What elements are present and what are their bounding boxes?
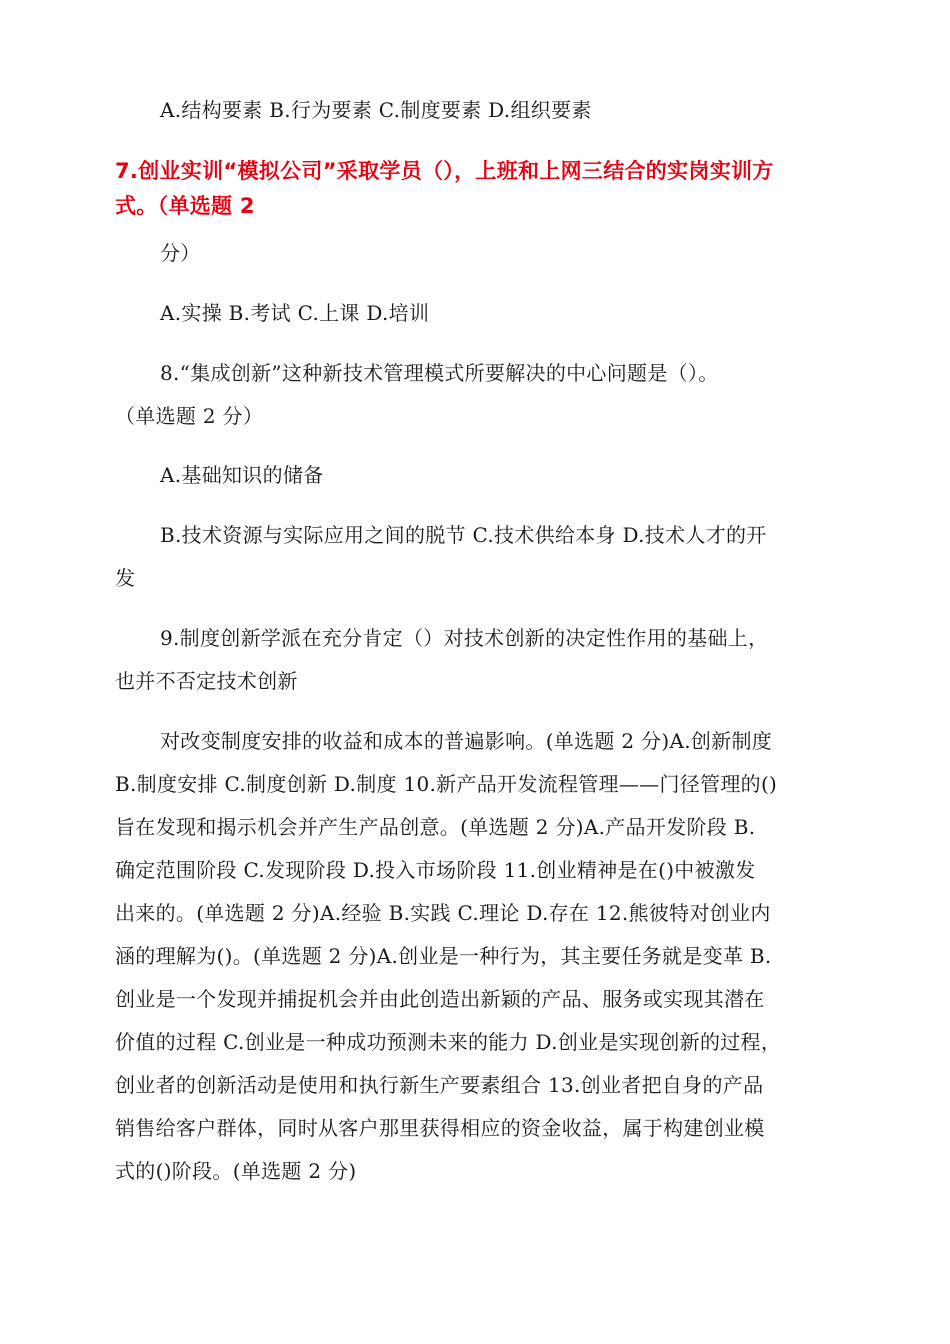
paragraph-line: 创业者的创新活动是使用和执行新生产要素组合 13.创业者把自身的产品 (115, 1073, 764, 1097)
q7-question-line2: 式。（单选题 2 (115, 194, 255, 218)
paragraph-line: 涵的理解为()。(单选题 2 分)A.创业是一种行为，其主要任务就是变革 B. (115, 944, 772, 968)
q8-options-line2: 发 (115, 566, 136, 590)
paragraph-line: 式的()阶段。(单选题 2 分) (115, 1159, 357, 1183)
paragraph-line: 创业是一个发现并捕捉机会并由此创造出新颖的产品、服务或实现其潜在 (115, 987, 765, 1011)
q8-option-a: A.基础知识的储备 (160, 463, 324, 487)
q9-question-line1: 9.制度创新学派在充分肯定（）对技术创新的决定性作用的基础上， (160, 626, 769, 650)
q8-question-line2: （单选题 2 分） (115, 404, 264, 428)
paragraph-line: 旨在发现和揭示机会并产生产品创意。(单选题 2 分)A.产品开发阶段 B. (115, 815, 756, 839)
q7-options: A.实操 B.考试 C.上课 D.培训 (160, 301, 430, 325)
q7-question-line3: 分） (160, 241, 201, 265)
paragraph-line: 价值的过程 C.创业是一种成功预测未来的能力 D.创业是实现创新的过程， (115, 1030, 782, 1054)
paragraph-line: B.制度安排 C.制度创新 D.制度 10.新产品开发流程管理——门径管理的() (115, 772, 778, 796)
paragraph-line: 对改变制度安排的收益和成本的普遍影响。(单选题 2 分)A.创新制度 (160, 729, 773, 753)
q9-question-line2: 也并不否定技术创新 (115, 669, 298, 693)
paragraph-line: 出来的。(单选题 2 分)A.经验 B.实践 C.理论 D.存在 12.熊彼特对创业内 (115, 901, 771, 925)
q7-question-line1: 7.创业实训“模拟公司”采取学员（），上班和上网三结合的实岗实训方 (115, 159, 774, 183)
paragraph-line: 销售给客户群体，同时从客户那里获得相应的资金收益，属于构建创业模 (115, 1116, 765, 1140)
paragraph-line: 确定范围阶段 C.发现阶段 D.投入市场阶段 11.创业精神是在()中被激发 (115, 858, 756, 882)
q8-options-line1: B.技术资源与实际应用之间的脱节 C.技术供给本身 D.技术人才的开 (160, 523, 767, 547)
q6-options: A.结构要素 B.行为要素 C.制度要素 D.组织要素 (160, 98, 592, 122)
q8-question-line1: 8.“集成创新”这种新技术管理模式所要解决的中心问题是（）。 (160, 361, 719, 385)
